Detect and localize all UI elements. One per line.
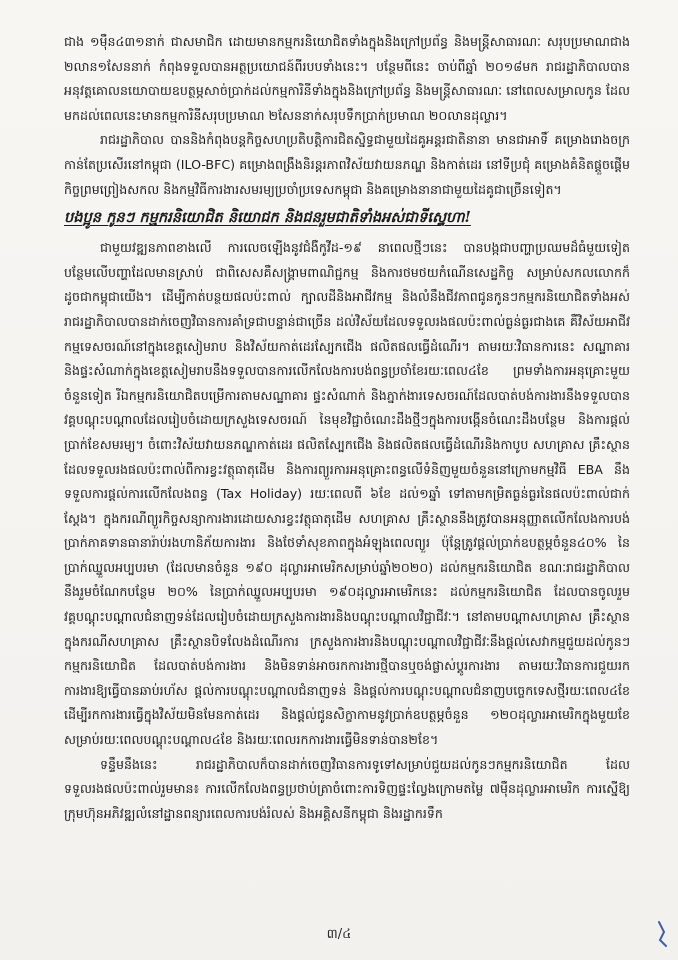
- document-body: [64, 30, 630, 826]
- paragraph-1: ជាង ១ម៉ឺន៤៣១នាក់ ជាសមាជិក ដោយមានកម្មករនិយោជិតទាំងក្នុងនិងក្រៅប្រព័ន្ធ និងមន្ត្រីសាធារណៈ សរុបប្រមាណជាង ២លាន១សែននាក់ កំពុងទទួលបានអត្ថប្រយោជន៍ពីរបបទាំងនេះ។ បន្ថែមពីនេះ ចាប់ពីឆ្នាំ ២០១៨មក រាជរដ្ឋាភិបាលបានអនុវត្តគោលនយោបាយឧបត្ថម្ភសាច់ប្រាក់ដល់កម្មការិនីទាំងក្នុងនិងក្រៅប្រព័ន្ធ និងមន្ត្រីសាធារណៈ នៅពេលសម្រាលកូន ដែលមកដល់ពេលនេះមានកម្មការិនីសរុបប្រមាណ ២សែននាក់សរុបទឹកប្រាក់ប្រមាណ ២០លានដុល្លារ។: [64, 34, 630, 123]
- paragraph-2: រាជរដ្ឋាភិបាល បាននិងកំពុងបន្តកិច្ចសហប្រតិបត្តិការជិតស្និទ្ធជាមួយដៃគូអន្តរជាតិនានា មានជាអាទិ៍ គម្រោងរោងចក្រកាន់តែប្រសើរនៅកម្ពុជា (ILO-BFC) គម្រោងពង្រឹងនិរន្តរភាពវិស័យវាយនភណ្ឌ និងកាត់ដេរ នៅទីប្រជុំ គម្រោងគំនិតផ្តួចផ្តើមកិច្ចព្រមព្រៀងសកល និងកម្មវិធីការងារសមរម្យប្រចាំប្រទេសកម្ពុជា និងគម្រោងនានាជាមួយដៃគូជាច្រើនទៀត។: [64, 132, 630, 197]
- paragraph-3: ជាមួយវឌ្ឍនភាពខាងលើ ការលេចឡើងនូវជំងឺកូវីដ-១៩ នាពេលថ្មីៗនេះ បានបង្កជាបញ្ហាប្រឈមដ៏ធំមួយទៀត បន្ថែមលើបញ្ហាដែលមានស្រាប់ ជាពិសេសគឺសង្គ្រាមពាណិជ្ជកម្ម និងការថមថយកំណើនសេដ្ឋកិច្ច សម្រាប់សកលលោកក៏ដូចជាកម្ពុជាយើង។ ដើម្បីកាត់បន្ថយផលប៉ះពាល់ ក្បាលដីនិងអាជីវកម្ម និងលំនឹងជីវភាពជូនកូនៗកម្មករនិយោជិតទាំងអស់ រាជរដ្ឋាភិបាលបានដាក់ចេញវិធានការគាំទ្រជាបន្ទាន់ជាច្រើន ដល់វិស័យដែលទទួលរងផលប៉ះពាល់ធ្ងន់ធ្ងរជាងគេ គឺវិស័យអាជីវកម្មទេសចរណ៍នៅក្នុងខេត្តសៀមរាប និងវិស័យកាត់ដេរស្បែកជើង ផលិតផលធ្វើដំណើរ។ តាមរយៈវិធានការនេះ សណ្ឋាគារនិងផ្ទះសំណាក់ក្នុងខេត្តសៀមរាបនឹងទទួលបានការលើកលែងការបង់ពន្ធប្រចាំខែរយៈពេល៤ខែ ព្រមទាំងការអនុគ្រោះមួយចំនួនទៀត រីឯកម្មករនិយោជិតបម្រើការតាមសណ្ឋាគារ ផ្ទះសំណាក់ និងភ្នាក់ងារទេសចរណ៍ដែលបាត់បង់ការងារនឹងទទួលបានវគ្គបណ្តុះបណ្តាលដែលរៀបចំដោយក្រសួងទេសចរណ៍ នៃមុខវិជ្ជាចំណេះដឹងថ្មីៗក្នុងការបង្កើនចំណេះដឹងបន្ថែម និងការផ្តល់ប្រាក់ខែសមរម្យ។ ចំពោះវិស័យវាយនភណ្ឌកាត់ដេរ ផលិតស្បែកជើង និងផលិតផលធ្វើដំណើរនិងកាបូប សហគ្រាស គ្រឹះស្ថានដែលទទួលរងផលប៉ះពាល់ពីការខ្វះវត្ថុធាតុដើម និងការព្យួរការអនុគ្រោះពន្ធលើទំនិញមួយចំនួននៅក្រោមកម្មវិធី EBA នឹងទទួលការផ្តល់ការលើកលែងពន្ធ (Tax Holiday) រយៈពេលពី ៦ខែ ដល់១ឆ្នាំ ទៅតាមកម្រិតធ្ងន់ធ្ងរនៃផលប៉ះពាល់ជាក់ស្តែង។ ក្នុងករណីព្យួរកិច្ចសន្យាការងារដោយសារខ្វះវត្ថុធាតុដើម សហគ្រាស គ្រឹះស្ថាននឹងត្រូវបានអនុញ្ញាតលើកលែងការបង់ប្រាក់ភាគទានធានារ៉ាប់រងហានិភ័យការងារ និងថែទាំសុខភាពក្នុងអំឡុងពេលព្យួរ ប៉ុន្តែត្រូវផ្តល់ប្រាក់ឧបត្ថម្ភចំនួន៤០% នៃប្រាក់ឈ្នួលអប្បបរមា (ដែលមានចំនួន ១៩០ ដុល្លារអាមេរិកសម្រាប់ឆ្នាំ២០២០) ដល់កម្មករនិយោជិត ខណៈរាជរដ្ឋាភិបាលនឹងរួមចំណែកបន្ថែម ២០% នៃប្រាក់ឈ្នួលអប្បបរមា ១៩០ដុល្លារអាមេរិកនេះ ដល់កម្មករនិយោជិត ដែលបានចូលរួមវគ្គបណ្តុះបណ្តាលជំនាញទន់ដែលរៀបចំដោយក្រសួងការងារនិងបណ្តុះបណ្តាលវិជ្ជាជីវៈ។ នៅតាមបណ្តាសហគ្រាស គ្រឹះស្ថាន ក្នុងករណីសហគ្រាស គ្រឹះស្ថានបិទលែងដំណើរការ ក្រសួងការងារនិងបណ្តុះបណ្តាលវិជ្ជាជីវៈនឹងផ្តល់សេវាកម្មជួយដល់កូនៗកម្មករនិយោជិត ដែលបាត់បង់ការងារ និងមិនទាន់អាចរកការងារថ្មីបានឬចង់ផ្លាស់ប្តូរការងារ តាមរយៈវិធានការជួយរកការងារឱ្យធ្វើបានឆាប់រហ័ស ផ្តល់ការបណ្តុះបណ្តាលជំនាញទន់ និងផ្តល់ការបណ្តុះបណ្តាលជំនាញបច្ចេកទេសថ្មីរយៈពេល៤ខែ ដើម្បីរកការងារធ្វើក្នុងវិស័យមិនមែនកាត់ដេរ និងផ្តល់ជូនសិក្ខាកាមនូវប្រាក់ឧបត្ថម្ភចំនួន ១២០ដុល្លារអាមេរិកក្នុងមួយខែ សម្រាប់រយៈពេលបណ្តុះបណ្តាល៤ខែ និងរយៈពេលរកការងារធ្វើមិនទាន់បាន២ខែ។: [64, 240, 630, 748]
- section-heading: បងប្អូន កូនៗ កម្មករនិយោជិត និយោជក និងជនរួមជាតិទាំងអស់ជាទីស្នេហា!: [64, 209, 471, 227]
- paragraph-4: ទន្ទឹមនឹងនេះ រាជរដ្ឋាភិបាលក៏បានដាក់ចេញវិធានការទូទៅសម្រាប់ជួយដល់កូនៗកម្មករនិយោជិត ដែលទទួលរងផលប៉ះពាល់រួមមាន៖ ការលើកលែងពន្ធប្រថាប់ត្រាចំពោះការទិញផ្ទះល្វែងក្រោមតម្លៃ ៧ម៉ឺនដុល្លារអាមេរិក ការស្នើឱ្យក្រុមហ៊ុនអភិវឌ្ឍលំនៅដ្ឋានពន្យារពេលការបង់រំលស់ និងអគ្គិសនីកម្ពុជា និងរដ្ឋាករទឹក: [64, 756, 630, 821]
- scan-mark-icon: [656, 918, 670, 948]
- page-number: ៣/៤: [326, 927, 352, 942]
